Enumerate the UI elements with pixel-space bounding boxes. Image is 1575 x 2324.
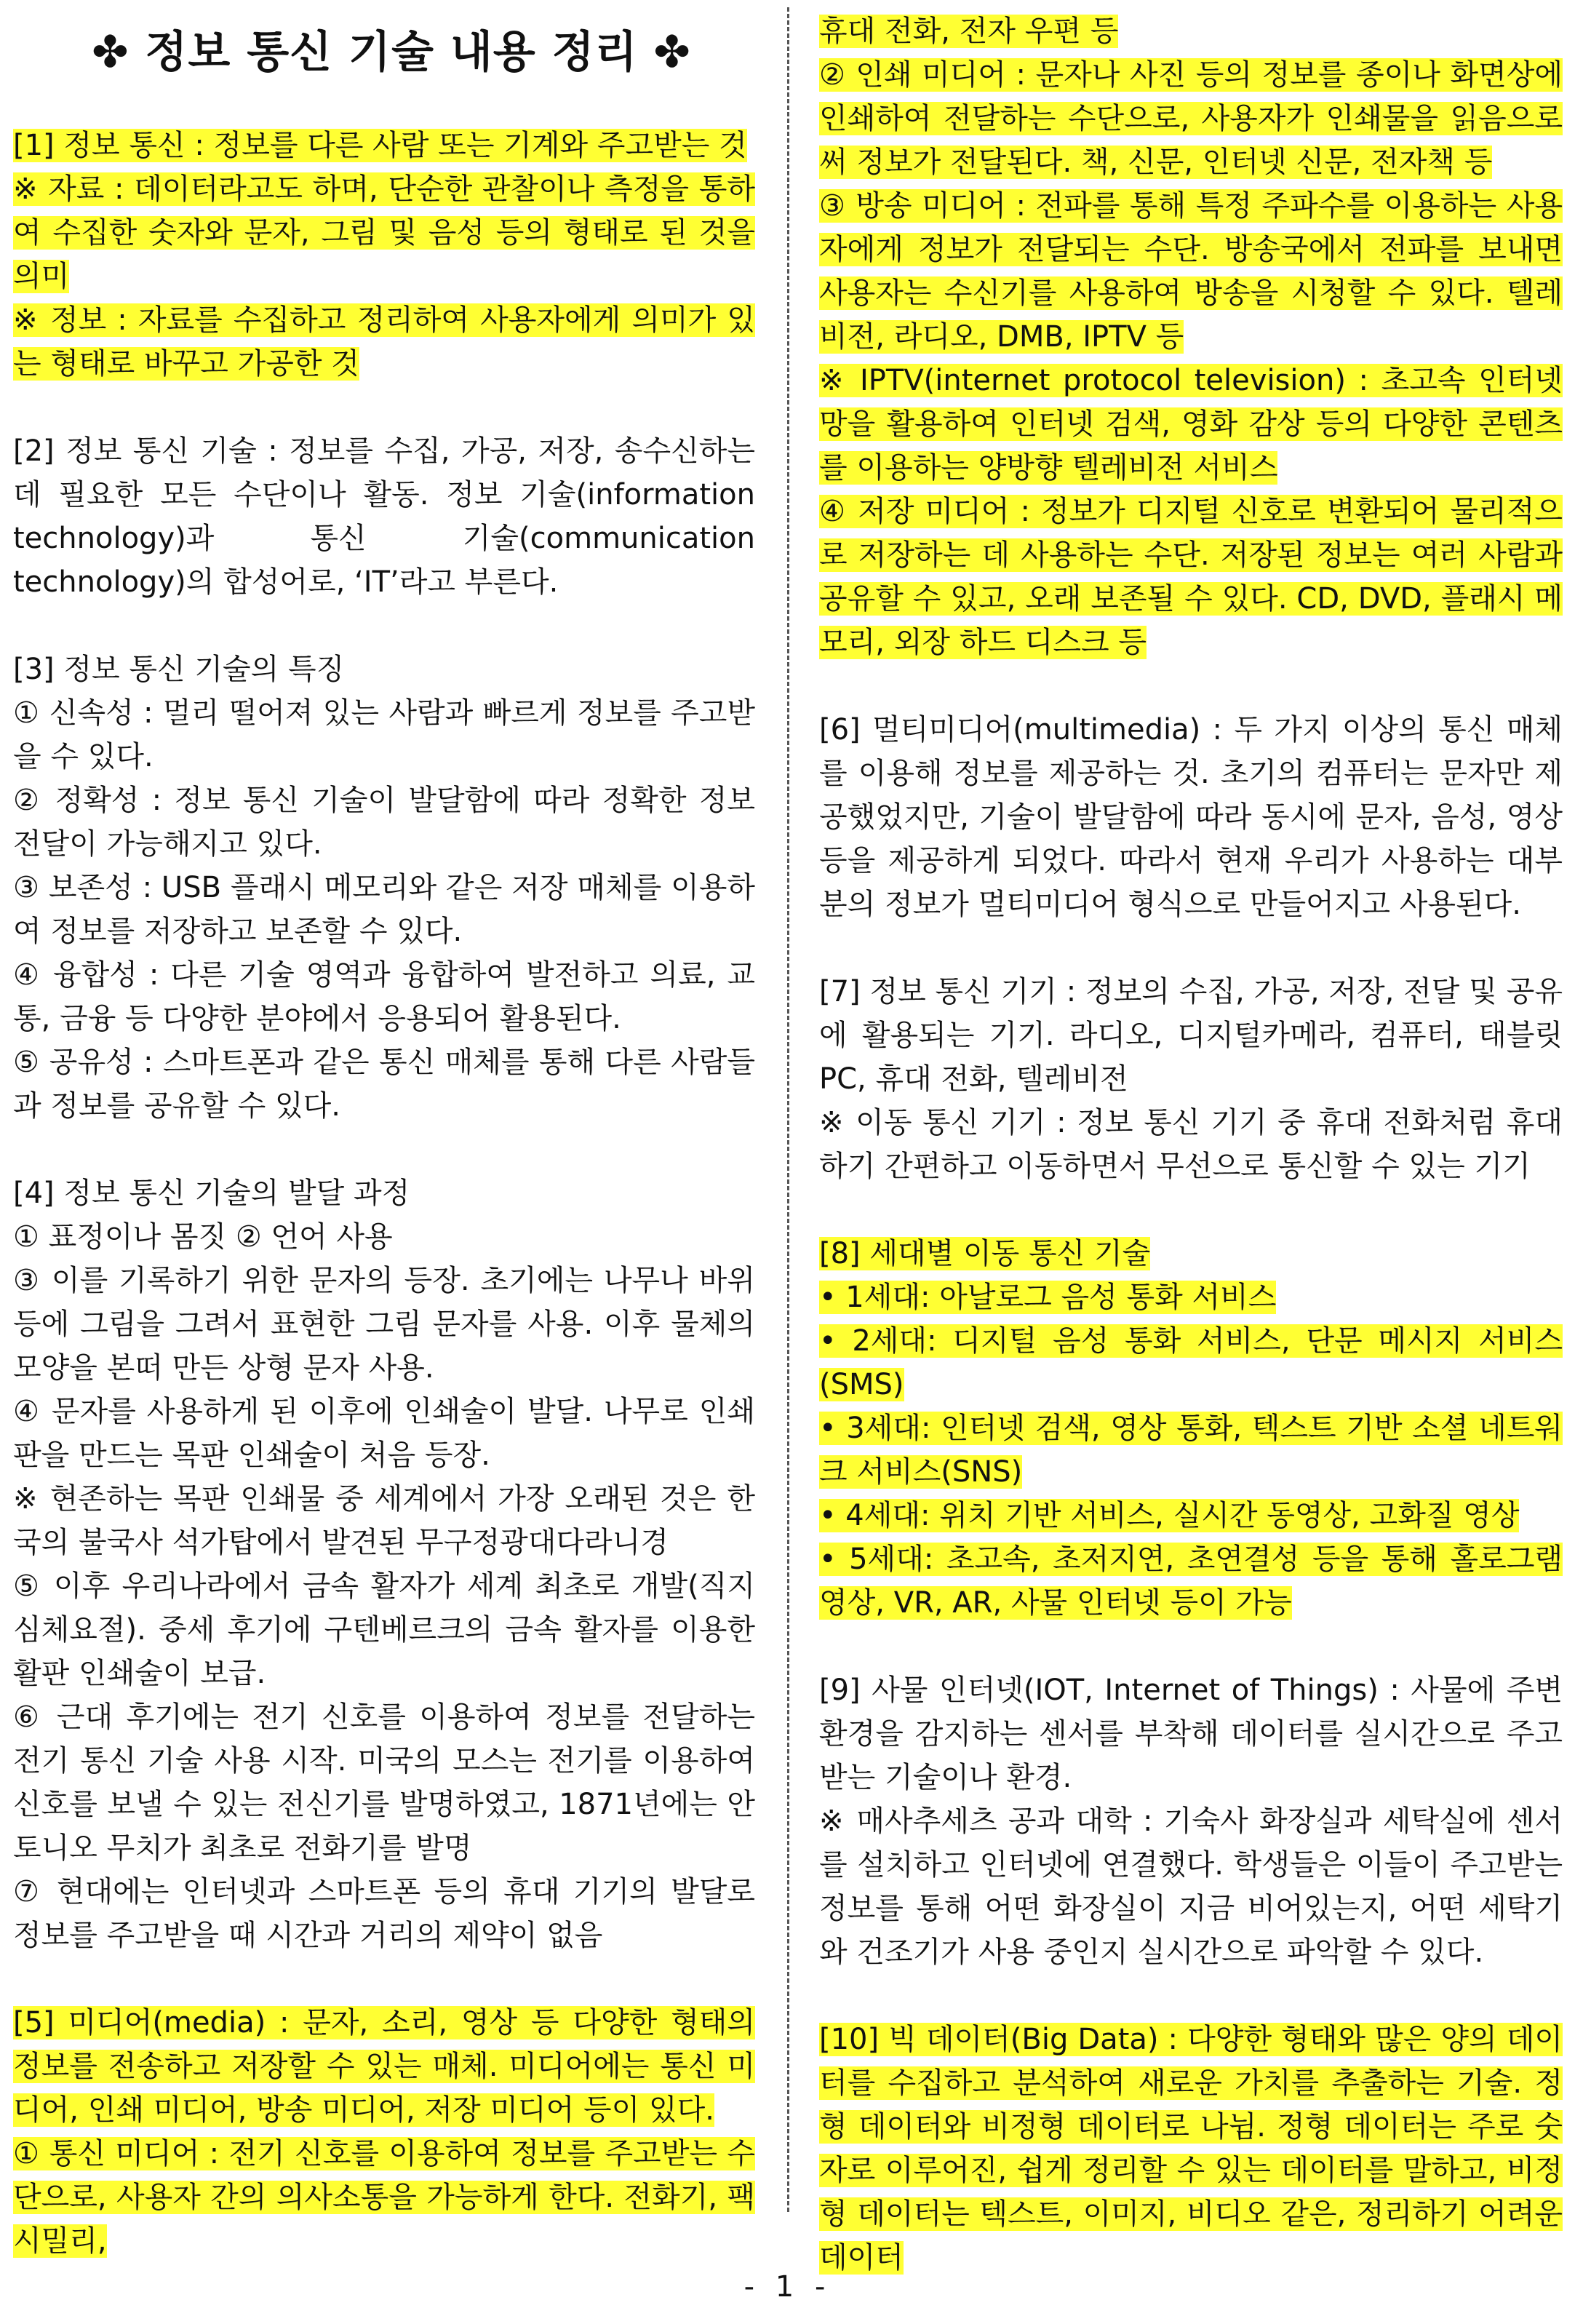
paragraph-line — [13, 953, 755, 1040]
body-text: [4] 정보 통신 기술의 발달 과정 — [13, 1177, 410, 1210]
highlighted-text: ① 통신 미디어 : 전기 신호를 이용하여 정보를 주고받는 수단으로, 사용자 간의 의사소통을 가능하게 한다. 전화기, 팩시밀리, — [13, 2137, 755, 2258]
highlighted-text: • 4세대: 위치 기반 서비스, 실시간 동영상, 고화질 영상 — [819, 1499, 1520, 1532]
paragraph-line — [819, 184, 1563, 359]
body-text: ④ 문자를 사용하게 된 이후에 인쇄술이 발달. 나무로 인쇄판을 만드는 목판 인쇄술이 처음 등장. — [13, 1395, 755, 1472]
body-text: ④ 융합성 : 다른 기술 영역과 융합하여 발전하고 의료, 교통, 금융 등 다양한 분야에서 응용되어 활용된다. — [13, 958, 755, 1035]
paragraph-line — [819, 1494, 1563, 1537]
paragraph-line — [819, 53, 1563, 184]
highlighted-text: [8] 세대별 이동 통신 기술 — [819, 1237, 1151, 1270]
paragraph-line — [13, 2001, 755, 2132]
body-text: [2] 정보 통신 기술 : 정보를 수집, 가공, 저장, 송수신하는 데 필요한 모든 수단이나 활동. 정보 기술(information technology)과 통신 기술(communication technology)의 합성어로, ‘IT’라고 부른다. — [13, 434, 755, 599]
paragraph-line — [819, 9, 1563, 53]
paragraph-line — [13, 1695, 755, 1870]
highlighted-text: [10] 빅 데이터(Big Data) : 다양한 형태와 많은 양의 데이터를 수집하고 분석하여 새로운 가치를 추출하는 기술. 정형 데이터와 비정형 데이터로 나뉨. 정형 데이터는 주로 숫자로 이루어진, 쉽게 정리할 수 있는 데이터를 말하고, 비정형 데이터는 텍스트, 이미지, 비디오 같은, 정리하기 어려운 데이터 — [819, 2023, 1563, 2275]
paragraph-line — [819, 1668, 1563, 1799]
paragraph-line — [13, 1215, 755, 1259]
paragraph-line — [819, 1406, 1563, 1494]
paragraph-line — [13, 1040, 755, 1128]
body-text: ③ 보존성 : USB 플래시 메모리와 같은 저장 매체를 이용하여 정보를 저장하고 보존할 수 있다. — [13, 871, 755, 948]
body-text: ① 표정이나 몸짓 ② 언어 사용 — [13, 1220, 393, 1254]
highlighted-text: • 3세대: 인터넷 검색, 영상 통화, 텍스트 기반 소셜 네트워크 서비스(SNS) — [819, 1412, 1563, 1489]
body-text: ⑥ 근대 후기에는 전기 신호를 이용하여 정보를 전달하는 전기 통신 기술 사용 시작. 미국의 모스는 전기를 이용하여 신호를 보낼 수 있는 전신기를 발명하였고, 1871년에는 안토니오 무치가 최초로 전화기를 발명 — [13, 1700, 755, 1865]
body-text: ※ 매사추세츠 공과 대학 : 기숙사 화장실과 세탁실에 센서를 설치하고 인터넷에 연결했다. 학생들은 이들이 주고받는 정보를 통해 어떤 화장실이 지금 비어있는지, 어떤 세탁기와 건조기가 사용 중인지 실시간으로 파악할 수 있다. — [819, 1804, 1563, 1969]
paragraph-line — [819, 490, 1563, 664]
left-column — [13, 124, 755, 2307]
section-paragraph — [13, 124, 755, 386]
paragraph-line — [819, 970, 1563, 1101]
paragraph-line — [13, 648, 755, 691]
body-text: ⑤ 이후 우리나라에서 금속 활자가 세계 최초로 개발(직지심체요절). 중세 후기에 구텐베르크의 금속 활자를 이용한 활판 인쇄술이 보급. — [13, 1569, 755, 1690]
page-title: ✤ 정보 통신 기술 내용 정리 ✤ — [92, 27, 691, 78]
section-paragraph — [13, 648, 755, 1128]
highlighted-text: [1] 정보 통신 : 정보를 다른 사람 또는 기계와 주고받는 것 — [13, 129, 747, 162]
section-paragraph — [819, 1668, 1563, 1974]
paragraph-line — [13, 124, 755, 167]
body-text: [6] 멀티미디어(multimedia) : 두 가지 이상의 통신 매체를 이용해 정보를 제공하는 것. 초기의 컴퓨터는 문자만 제공했었지만, 기술이 발달함에 따라 동시에 문자, 음성, 영상 등을 제공하게 되었다. 따라서 현재 우리가 사용하는 대부분의 정보가 멀티미디어 형식으로 만들어지고 사용된다. — [819, 713, 1563, 921]
highlighted-text: • 1세대: 아날로그 음성 통화 서비스 — [819, 1281, 1277, 1314]
section-paragraph — [819, 708, 1563, 926]
highlighted-text: [5] 미디어(media) : 문자, 소리, 영상 등 다양한 형태의 정보를 전송하고 저장할 수 있는 매체. 미디어에는 통신 미디어, 인쇄 미디어, 방송 미디어, 저장 미디어 등이 있다. — [13, 2006, 755, 2127]
body-text: ⑤ 공유성 : 스마트폰과 같은 통신 매체를 통해 다른 사람들과 정보를 공유할 수 있다. — [13, 1046, 755, 1123]
section-paragraph — [819, 2018, 1563, 2280]
paragraph-line — [819, 1101, 1563, 1188]
body-text: [7] 정보 통신 기기 : 정보의 수집, 가공, 저장, 전달 및 공유에 활용되는 기기. 라디오, 디지털카메라, 컴퓨터, 태블릿 PC, 휴대 전화, 텔레비전 — [819, 975, 1563, 1096]
paragraph-line — [13, 866, 755, 953]
column-divider — [787, 7, 789, 2212]
body-text: ※ 이동 통신 기기 : 정보 통신 기기 중 휴대 전화처럼 휴대하기 간편하고 이동하면서 무선으로 통신할 수 있는 기기 — [819, 1106, 1563, 1183]
highlighted-text: ② 인쇄 미디어 : 문자나 사진 등의 정보를 종이나 화면상에 인쇄하여 전달하는 수단으로, 사용자가 인쇄물을 읽음으로써 정보가 전달된다. 책, 신문, 인터넷 신문, 전자책 등 — [819, 58, 1563, 179]
section-paragraph — [13, 2001, 755, 2263]
paragraph-line — [13, 429, 755, 604]
paragraph-line — [13, 1477, 755, 1564]
section-paragraph — [819, 9, 1563, 664]
paragraph-line — [819, 2018, 1563, 2280]
paragraph-line — [819, 708, 1563, 926]
highlighted-text: ③ 방송 미디어 : 전파를 통해 특정 주파수를 이용하는 사용자에게 정보가 전달되는 수단. 방송국에서 전파를 보내면 사용자는 수신기를 사용하여 방송을 시청할 수 있다. 텔레비전, 라디오, DMB, IPTV 등 — [819, 189, 1563, 354]
highlighted-text: 휴대 전화, 전자 우편 등 — [819, 15, 1119, 48]
body-text: ② 정확성 : 정보 통신 기술이 발달함에 따라 정확한 정보 전달이 가능해지고 있다. — [13, 784, 755, 861]
paragraph-line — [819, 359, 1563, 490]
paragraph-line — [13, 1171, 755, 1215]
paragraph-line — [13, 691, 755, 779]
paragraph-line — [13, 1259, 755, 1390]
highlighted-text: ④ 저장 미디어 : 정보가 디지털 신호로 변환되어 물리적으로 저장하는 데 사용하는 수단. 저장된 정보는 여러 사람과 공유할 수 있고, 오래 보존될 수 있다. CD, DVD, 플래시 메모리, 외장 하드 디스크 등 — [819, 495, 1563, 659]
paragraph-line — [13, 1390, 755, 1477]
paragraph-line — [819, 1319, 1563, 1406]
paragraph-line — [13, 167, 755, 298]
body-text: ※ 현존하는 목판 인쇄물 중 세계에서 가장 오래된 것은 한국의 불국사 석가탑에서 발견된 무구정광대다라니경 — [13, 1482, 755, 1559]
body-text: ③ 이를 기록하기 위한 문자의 등장. 초기에는 나무나 바위 등에 그림을 그려서 표현한 그림 문자를 사용. 이후 물체의 모양을 본떠 만든 상형 문자 사용. — [13, 1264, 755, 1385]
highlighted-text: ※ 정보 : 자료를 수집하고 정리하여 사용자에게 의미가 있는 형태로 바꾸고 가공한 것 — [13, 303, 755, 381]
right-column — [819, 9, 1563, 2323]
body-text: [3] 정보 통신 기술의 특징 — [13, 653, 345, 686]
body-text: [9] 사물 인터넷(IOT, Internet of Things) : 사물에 주변 환경을 감지하는 센서를 부착해 데이터를 실시간으로 주고받는 기술이나 환경. — [819, 1674, 1563, 1794]
paragraph-line — [13, 298, 755, 386]
highlighted-text: ※ 자료 : 데이터라고도 하며, 단순한 관찰이나 측정을 통하여 수집한 숫자와 문자, 그림 및 음성 등의 형태로 된 것을 의미 — [13, 172, 755, 293]
paragraph-line — [819, 1799, 1563, 1974]
highlighted-text: • 2세대: 디지털 음성 통화 서비스, 단문 메시지 서비스(SMS) — [819, 1324, 1563, 1401]
paragraph-line — [13, 1564, 755, 1695]
section-paragraph — [13, 1171, 755, 1957]
paragraph-line — [13, 1870, 755, 1957]
body-text: ⑦ 현대에는 인터넷과 스마트폰 등의 휴대 기기의 발달로 정보를 주고받을 때 시간과 거리의 제약이 없음 — [13, 1875, 755, 1952]
highlighted-text: ※ IPTV(internet protocol television) : 초고속 인터넷망을 활용하여 인터넷 검색, 영화 감상 등의 다양한 콘텐츠를 이용하는 양방향 텔레비전 서비스 — [819, 364, 1563, 485]
section-paragraph — [819, 1232, 1563, 1625]
body-text: ① 신속성 : 멀리 떨어져 있는 사람과 빠르게 정보를 주고받을 수 있다. — [13, 696, 755, 773]
paragraph-line — [819, 1276, 1563, 1319]
paragraph-line — [819, 1537, 1563, 1625]
page-number: - 1 - — [743, 2270, 832, 2304]
highlighted-text: • 5세대: 초고속, 초저지연, 초연결성 등을 통해 홀로그램 영상, VR, AR, 사물 인터넷 등이 가능 — [819, 1543, 1563, 1620]
section-paragraph — [13, 429, 755, 604]
paragraph-line — [13, 779, 755, 866]
paragraph-line — [13, 2132, 755, 2263]
paragraph-line — [819, 1232, 1563, 1276]
section-paragraph — [819, 970, 1563, 1188]
